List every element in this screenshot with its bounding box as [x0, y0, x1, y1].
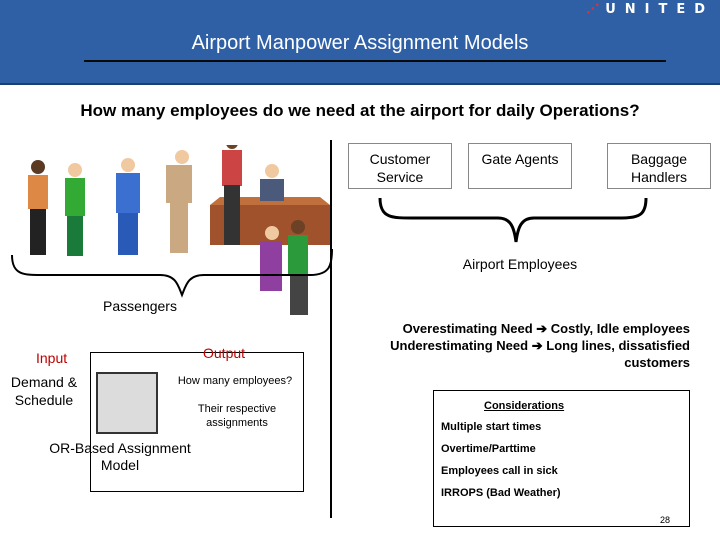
output-assignments: Their respective assignments — [197, 403, 277, 429]
input-text: Demand & Schedule — [10, 374, 78, 408]
model-block — [96, 372, 158, 434]
page-title: Airport Manpower Assignment Models — [191, 32, 529, 54]
consideration-item: Multiple start times — [441, 421, 542, 433]
output-label: Output — [203, 345, 246, 361]
passenger-1 — [28, 160, 48, 255]
question-heading: How many employees do we need at the airport for daily Operations? — [80, 101, 640, 120]
considerations-title: Considerations — [484, 400, 565, 412]
overestimating-prefix: Overestimating Need — [402, 321, 533, 336]
agent-body — [260, 179, 284, 201]
gate-agents-box — [468, 143, 572, 189]
underestimating-prefix: Underestimating Need — [390, 338, 529, 353]
underestimating-line — [350, 337, 690, 371]
risk-statements — [350, 320, 690, 371]
passengers-label: Passengers — [103, 298, 177, 314]
passengers-brace — [12, 249, 332, 295]
logo-text: UNITED — [605, 2, 714, 17]
vertical-divider — [330, 140, 332, 518]
gate-agents-label: Gate Agents — [481, 151, 559, 167]
right-arrow-icon: ➔ — [536, 321, 548, 336]
server-legs — [224, 185, 240, 245]
agent-head — [265, 164, 279, 178]
baggage-handlers-box — [607, 143, 711, 189]
united-logo — [586, 2, 714, 17]
input-label: Input — [36, 350, 68, 366]
baggage-handlers-label: Baggage Handlers — [630, 151, 688, 185]
overestimating-line — [350, 320, 690, 337]
page-number: 28 — [660, 515, 671, 525]
consideration-item: Employees call in sick — [441, 465, 558, 477]
consideration-item: Overtime/Parttime — [441, 443, 536, 455]
consideration-item: IRROPS (Bad Weather) — [441, 487, 561, 499]
customer-service-label: Customer Service — [369, 151, 431, 185]
passenger-3 — [116, 158, 140, 255]
server-head — [226, 145, 238, 149]
airport-employees-label: Airport Employees — [462, 256, 578, 272]
output-employees-count: How many employees? — [177, 375, 293, 387]
right-arrow-icon: ➔ — [531, 338, 543, 353]
customer-service-box — [348, 143, 452, 189]
overestimating-suffix: Costly, Idle employees — [550, 321, 690, 336]
title-underline — [84, 60, 666, 62]
passenger-4 — [166, 150, 192, 253]
tulip-logo-icon: ⋰ — [586, 2, 600, 17]
passenger-2 — [65, 163, 85, 256]
server-body — [222, 150, 242, 186]
model-label: OR-Based Assignment Model — [49, 440, 191, 473]
underestimating-suffix: Long lines, dissatisfied customers — [546, 338, 690, 370]
employees-brace — [370, 190, 670, 250]
